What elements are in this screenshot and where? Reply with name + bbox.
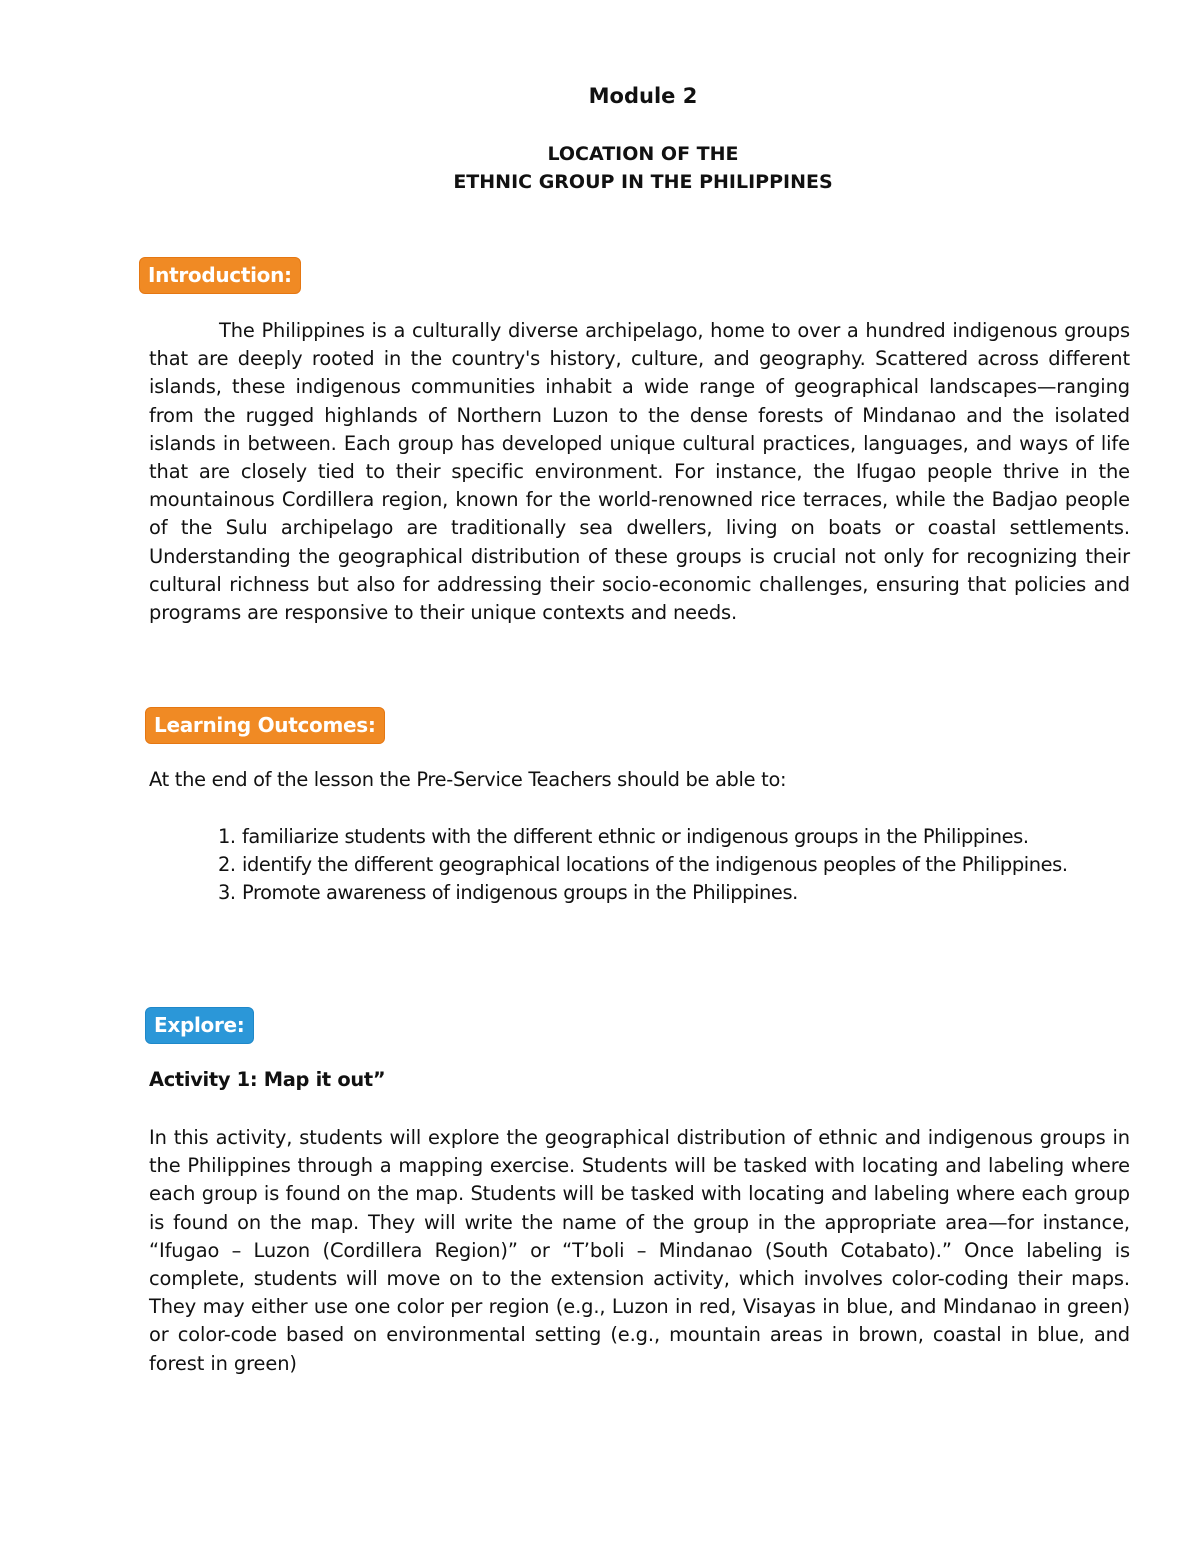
introduction-heading: Introduction: bbox=[139, 257, 301, 294]
list-item-text: Promote awareness of indigenous groups in the Philippines. bbox=[242, 881, 798, 905]
title-line-1: LOCATION OF THE bbox=[547, 143, 739, 165]
list-item-number: 2. bbox=[218, 853, 236, 877]
learning-outcomes-lead: At the end of the lesson the Pre-Service Teachers should be able to: bbox=[149, 768, 787, 791]
introduction-text: The Philippines is a culturally diverse archipelago, home to over a hundred indigenous groups that are deeply rooted in the country's history, culture, and geography. Scattered across different islands, these indigenous communities inhabit a wide range of geographical landscapes—ranging from the rugged highlands of Northern Luzon to the dense forests of Mindanao and the isolated islands in between. Each group has developed unique cultural practices, languages, and ways of life that are closely tied to their specific environment. For instance, the Ifugao people thrive in the mountainous Cordillera region, known for the world-renowned rice terraces, while the Badjao people of the Sulu archipelago are traditionally sea dwellers, living on boats or coastal settlements. Understanding the geographical distribution of these groups is crucial not only for recognizing their cultural richness but also for addressing their socio-economic challenges, ensuring that policies and programs are responsive to their unique contexts and needs. bbox=[149, 319, 1130, 625]
title-line-2: ETHNIC GROUP IN THE PHILIPPINES bbox=[453, 171, 833, 193]
activity-title: Activity 1: Map it out” bbox=[149, 1068, 386, 1091]
explore-body: In this activity, students will explore the geographical distribution of ethnic and indigenous groups in the Philippines through a mapping exercise. Students will be tasked with locating and labeling where each group is found on the map. Students will be tasked with locating and labeling where each group is found on the map. They will write the name of the group in the appropriate area—for instance, “Ifugao – Luzon (Cordillera Region)” or “T’boli – Mindanao (South Cotabato).” Once labeling is complete, students will move on to the extension activity, which involves color-coding their maps. They may either use one color per region (e.g., Luzon in red, Visayas in blue, and Mindanao in green) or color-code based on environmental setting (e.g., mountain areas in brown, coastal in blue, and forest in green) bbox=[149, 1126, 1130, 1375]
list-item-text: identify the different geographical locations of the indigenous peoples of the Philippines. bbox=[242, 853, 1068, 877]
list-item-number: 3. bbox=[218, 881, 236, 905]
list-item-text: familiarize students with the different ethnic or indigenous groups in the Philippines. bbox=[242, 825, 1029, 848]
explore-heading: Explore: bbox=[145, 1007, 254, 1044]
introduction-body bbox=[149, 317, 1130, 627]
list-item bbox=[218, 879, 1138, 907]
module-label: Module 2 bbox=[588, 84, 698, 108]
learning-outcomes-list bbox=[218, 823, 1138, 908]
list-item bbox=[218, 823, 1138, 851]
list-item bbox=[218, 851, 1138, 879]
page-title bbox=[86, 140, 1200, 196]
list-item-number: 1. bbox=[218, 825, 236, 848]
learning-outcomes-heading: Learning Outcomes: bbox=[145, 707, 385, 744]
